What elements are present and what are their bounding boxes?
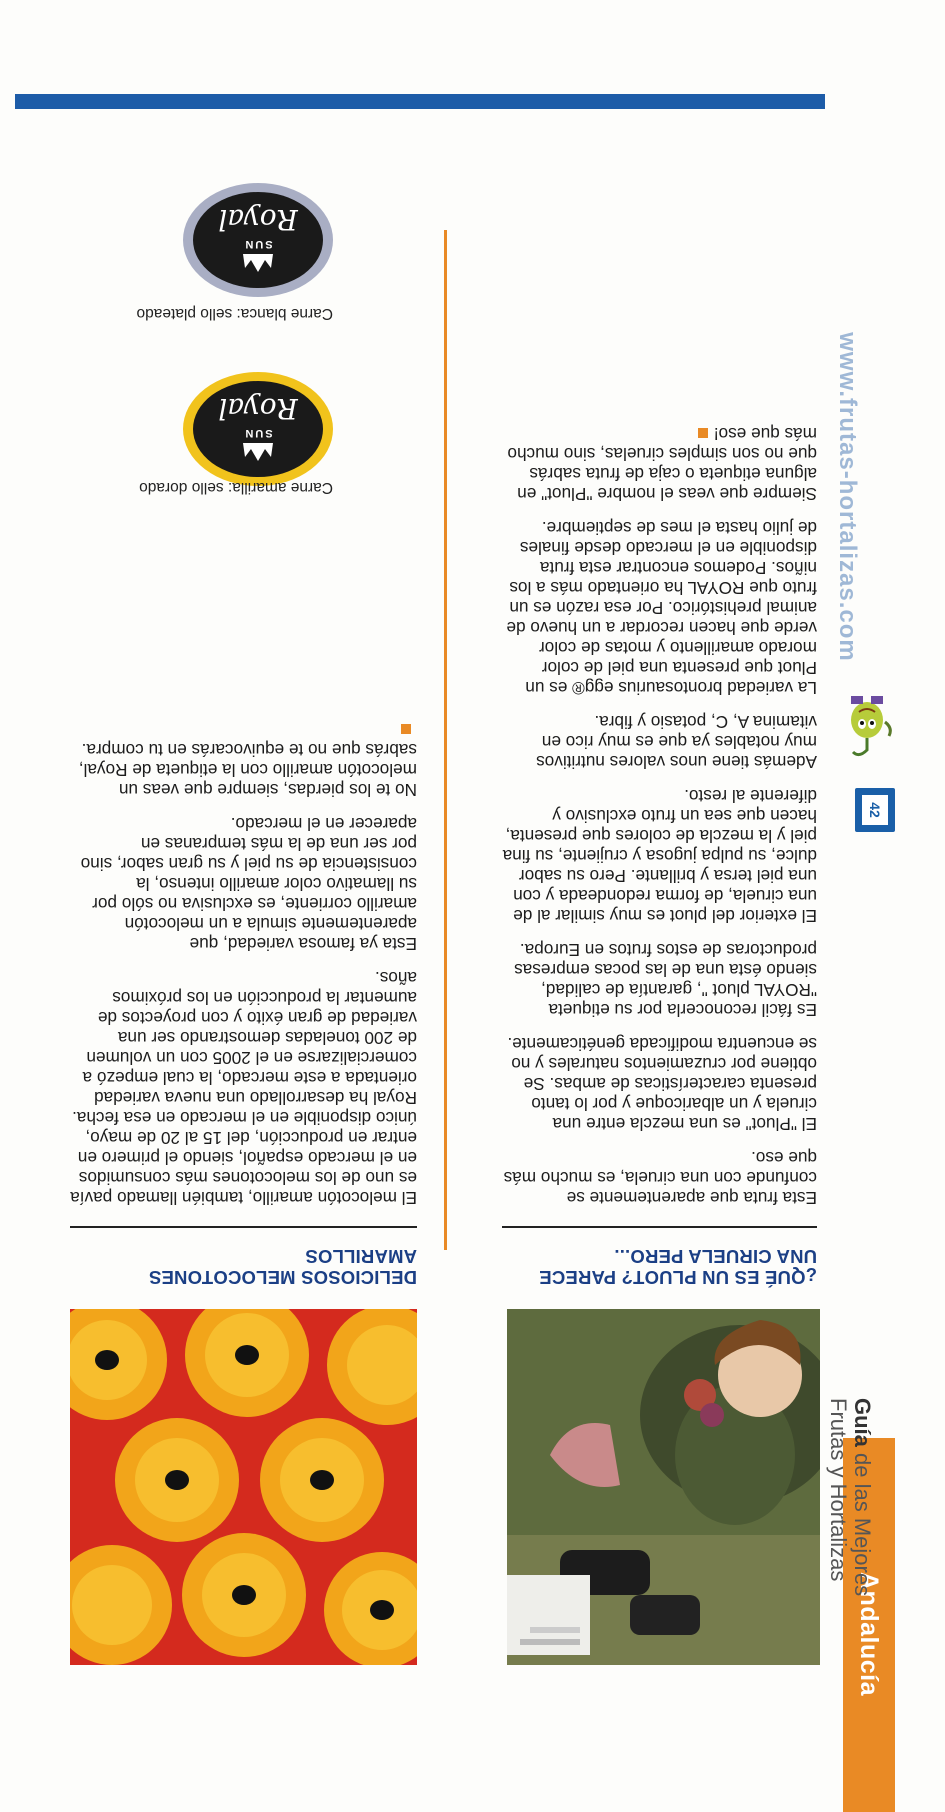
crown-icon [241, 441, 275, 463]
pluot-heading: ¿QUÉ ES UN PLUOT? PARECE UNA CIRUELA PERO... [539, 1246, 817, 1288]
yellow-peaches-photo [70, 1309, 417, 1665]
peaches-paragraph: Esta ya famosa variedad, que aparentemente simula a un melocotón amarillo corriente, es exclusiva no sólo por su llamativo color amarillo intenso, la consistencia de su piel y su gran sabor, sino por ser una de la más tempranas en aparecer en el mercado. [80, 814, 417, 954]
pluot-paragraph: Además tiene unos valores nutritivos muy notables ya que es muy rico en vitamina A, C, potasio y fibra. [536, 712, 817, 772]
pluot-paragraph-last [502, 424, 817, 504]
pluot-paragraph: El "Pluot" es una mezcla entre una ciruela y un albaricoque y por lo tanto presenta características de ambas. Se obtiene por cruzamientos naturales y no se encuentra modificada genéticamente. [507, 1034, 817, 1134]
guide-title-rest: de las Mejores Frutas y Hortalizas [826, 1398, 875, 1597]
pluot-paragraph-text: Siempre que veas el nombre "Pluot" en alguna etiqueta o caja de fruta sabrás que no son simples ciruelas, sino mucho más que eso! [507, 424, 817, 504]
peaches-paragraph-text: No te los pierdas, siempre que veas un melocotón amarillo con la etiqueta de Royal, sabrás que no te equivocarás en tu compra. [78, 740, 417, 800]
region-label: Andalucía [855, 1572, 883, 1696]
peaches-paragraph: El melocotón amarillo, también llamado pavía es uno de los melocotones más consumidos en el mercado español, siendo el primero en entrar en producción, del 15 al 20 de mayo, único disponible en el mercado en esa fecha. Royal ha desarrollado una nueva variedad orientada a este mercado, la cual empezó a comercializarse en el 2005 con un volumen de 200 toneladas demostrando ser una variedad de gran éxito y con proyectos de aumentar la producción en los próximos años. [70, 968, 417, 1208]
page-number: 42 [862, 795, 888, 825]
seal-sun-text: SUN [243, 427, 273, 439]
pluot-paragraph: La variedad brontosaurius egg® es un Pluot que presenta una piel de color morado amarillento y motas de color verde que hacen recordar a un huevo de animal prehistórico. Por esa razón es un fruto que ROYAL ha orientado más a los niños. Podemos encontrar esta fruta disponible en el mercado desde finales de julio hasta el mes de septiembre. [506, 518, 817, 698]
peaches-heading: DELICIOSOS MELOCOTONES AMARILLOS [148, 1246, 417, 1288]
pluot-paragraph: El exterior del pluot es muy similar al de una ciruela, de forma redondeada y con una piel tersa y brillante. Pero su sabor dulce, su pulpa jugosa y crujiente, su fina piel y la mezcla de colores que presenta, hacen que sea un fruto exclusivo y diferente al resto. [502, 786, 817, 926]
end-mark-icon [698, 428, 708, 438]
pluot-paragraph: Es fácil reconocerla por su etiqueta "ROYAL pluot ", garantía de calidad, siendo ésta una de las pocas empresas productoras de estos frutos en Europa. [514, 940, 817, 1020]
pluot-paragraph: Esta fruta que aparentemente se confunde con una ciruela, es mucho más que eso. [503, 1148, 817, 1208]
seal-brand-text: Royal [218, 203, 298, 236]
sun-royal-gold-seal [183, 372, 333, 486]
peaches-article [70, 706, 417, 1208]
seal-brand-text: Royal [218, 392, 298, 425]
guide-title-bold: Guía [850, 1398, 875, 1447]
silver-seal-caption: Carne blanca: sello plateado [136, 305, 333, 322]
peaches-paragraph-last [70, 720, 417, 800]
boy-eating-pluot-photo [507, 1309, 820, 1665]
website-url: www.frutas-hortalizas.com [834, 332, 861, 662]
peaches-heading-rule [70, 1226, 417, 1228]
pluot-article [502, 410, 817, 1208]
fruit-mascot-icon [837, 682, 897, 772]
page-number-badge [855, 788, 895, 832]
gold-seal-caption: Carne amarilla: sello dorado [139, 479, 333, 496]
sun-royal-silver-seal [183, 183, 333, 297]
top-blue-rule [15, 94, 825, 109]
crown-icon [241, 252, 275, 274]
pluot-heading-rule [502, 1226, 817, 1228]
end-mark-icon [401, 724, 411, 734]
seal-sun-text: SUN [243, 238, 273, 250]
column-divider [444, 230, 447, 1250]
guide-title [826, 1398, 874, 1638]
